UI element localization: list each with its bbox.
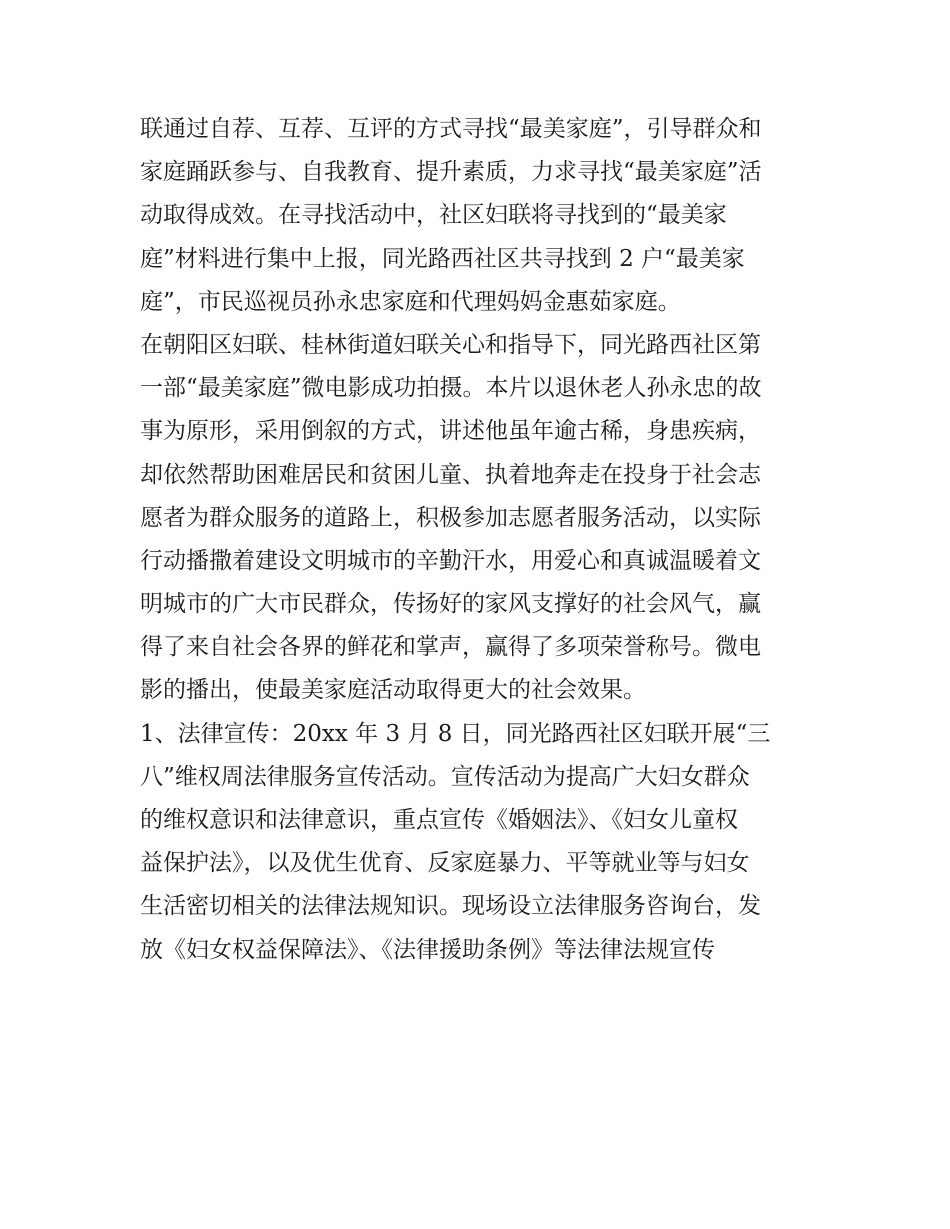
text-line: 在朝阳区妇联、桂林街道妇联关心和指导下，同光路西社区第 bbox=[140, 331, 761, 358]
text-line: 得了来自社会各界的鲜花和掌声，赢得了多项荣誉称号。微电 bbox=[140, 634, 761, 661]
text-line: 影的播出，使最美家庭活动取得更大的社会效果。 bbox=[140, 677, 646, 704]
text-line: 动取得成效。在寻找活动中，社区妇联将寻找到的“最美家 bbox=[140, 202, 727, 229]
text-line: 愿者为群众服务的道路上，积极参加志愿者服务活动，以实际 bbox=[140, 504, 761, 531]
text-line: 家庭踊跃参与、自我教育、提升素质，力求寻找“最美家庭”活 bbox=[140, 159, 762, 186]
text-line: 庭”，市民巡视员孙永忠家庭和代理妈妈金惠茹家庭。 bbox=[140, 288, 681, 315]
body-text bbox=[140, 108, 820, 972]
text-line: 一部“最美家庭”微电影成功拍摄。本片以退休老人孙永忠的故 bbox=[140, 375, 762, 402]
text-line: 事为原形，采用倒叙的方式，讲述他虽年逾古稀，身患疾病， bbox=[140, 418, 761, 445]
text-line: 明城市的广大市民群众，传扬好的家风支撑好的社会风气，赢 bbox=[140, 591, 761, 618]
text-line: 联通过自荐、互荐、互评的方式寻找“最美家庭”，引导群众和 bbox=[140, 116, 762, 142]
text-line: 放《妇女权益保障法》、《法律援助条例》等法律法规宣传 bbox=[140, 936, 715, 963]
text-line: 却依然帮助困难居民和贫困儿童、执着地奔走在投身于社会志 bbox=[140, 461, 761, 488]
text-line: 益保护法》，以及优生优育、反家庭暴力、平等就业等与妇女 bbox=[140, 850, 750, 877]
text-line: 庭”材料进行集中上报，同光路西社区共寻找到 2 户“最美家 bbox=[140, 245, 745, 272]
text-line: 行动播撒着建设文明城市的辛勤汗水，用爱心和真诚温暖着文 bbox=[140, 547, 761, 574]
text-line: 1、法律宣传：20xx 年 3 月 8 日，同光路西社区妇联开展“三 bbox=[140, 720, 771, 747]
text-line: 八”维权周法律服务宣传活动。宣传活动为提高广大妇女群众 bbox=[140, 763, 750, 790]
text-line: 生活密切相关的法律法规知识。现场设立法律服务咨询台，发 bbox=[140, 893, 761, 920]
text-line: 的维权意识和法律意识，重点宣传《婚姻法》、《妇女儿童权 bbox=[140, 807, 738, 833]
